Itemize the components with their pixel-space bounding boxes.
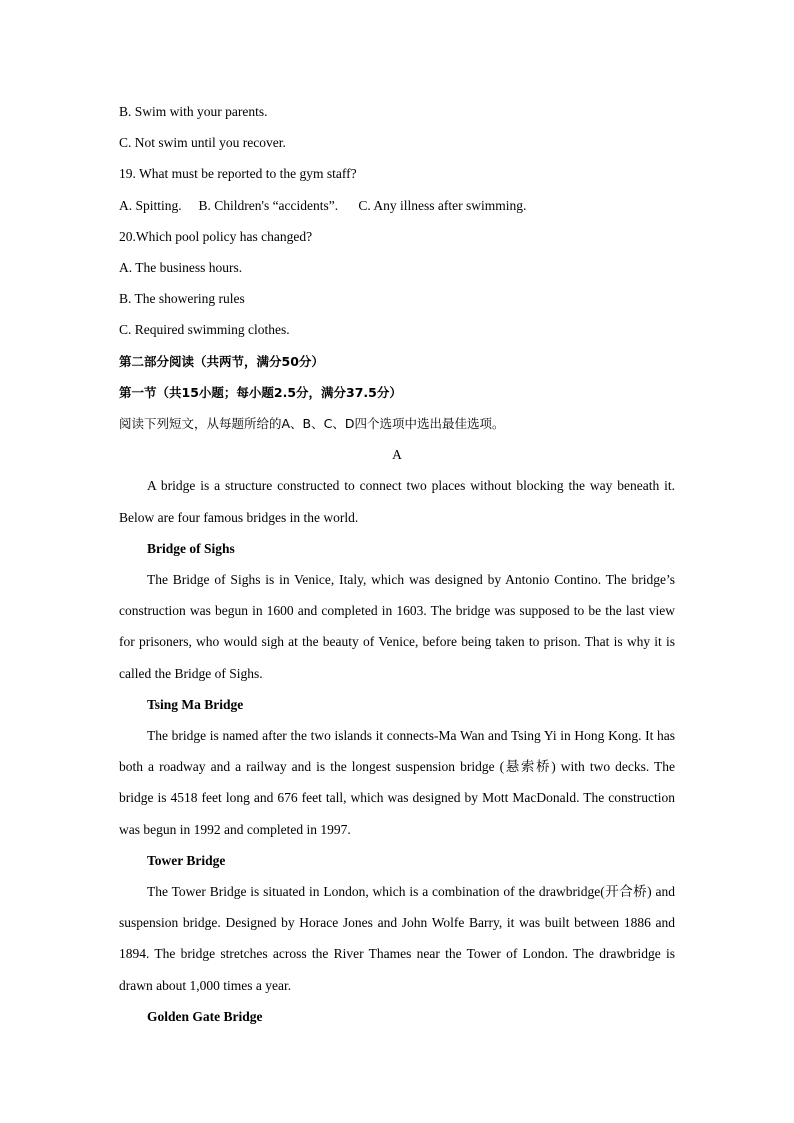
bridge-heading-tower: Tower Bridge — [147, 852, 226, 868]
passage-intro: A bridge is a structure constructed to connect two places without blocking the way beneath it. Below are four famous bridges in the world. — [119, 478, 675, 525]
passage-label: A — [392, 447, 402, 463]
q19-question: 19. What must be reported to the gym staff? — [119, 166, 357, 182]
q18-option-b: B. Swim with your parents. — [119, 104, 268, 119]
q20-option-a: A. The business hours. — [119, 260, 243, 276]
part-title: 第一节（共15小题；每小题2.5分，满分37.5分） — [119, 384, 402, 400]
q20-question: 20.Which pool policy has changed? — [119, 228, 313, 244]
document-page — [119, 96, 675, 1032]
bridge-heading-tsing-ma: Tsing Ma Bridge — [147, 696, 244, 712]
q20-option-b: B. The showering rules — [119, 291, 245, 307]
q18-option-c: C. Not swim until you recover. — [119, 135, 286, 151]
bridge-paragraph-tower: The Tower Bridge is situated in London, which is a combination of the drawbridge(开合桥) and suspension bridge. Designed by Horace Jones and John Wolfe Barry, it was built between 1886 and 1894. The bridge stretches across the River Thames near the Tower of London. The drawbridge is drawn about 1,000 times a year. — [119, 884, 675, 993]
bridge-paragraph-tsing-ma: The bridge is named after the two islands it connects-Ma Wan and Tsing Yi in Hong Kong. It has both a roadway and a railway and is the longest suspension bridge (悬索桥) with two decks. The bridge is 4518 feet long and 676 feet tall, which was designed by Mott MacDonald. The construction was begun in 1992 and completed in 1997. — [119, 728, 675, 837]
instruction-text: 阅读下列短文，从每题所给的A、B、C、D四个选项中选出最佳选项。 — [119, 416, 505, 432]
q19-options: A. Spitting. B. Children's “accidents”. C. Any illness after swimming. — [119, 197, 527, 213]
section-title: 第二部分阅读（共两节，满分50分） — [119, 353, 324, 369]
bridge-heading-sighs: Bridge of Sighs — [147, 540, 235, 556]
q20-option-c: C. Required swimming clothes. — [119, 322, 290, 338]
bridge-paragraph-sighs: The Bridge of Sighs is in Venice, Italy, which was designed by Antonio Contino. The bridge’s construction was begun in 1600 and completed in 1603. The bridge was supposed to be the last view for prisoners, who would sigh at the beauty of Venice, before being taken to prison. That is why it is called the Bridge of Sighs. — [119, 572, 675, 681]
bridge-heading-golden-gate: Golden Gate Bridge — [147, 1008, 263, 1024]
